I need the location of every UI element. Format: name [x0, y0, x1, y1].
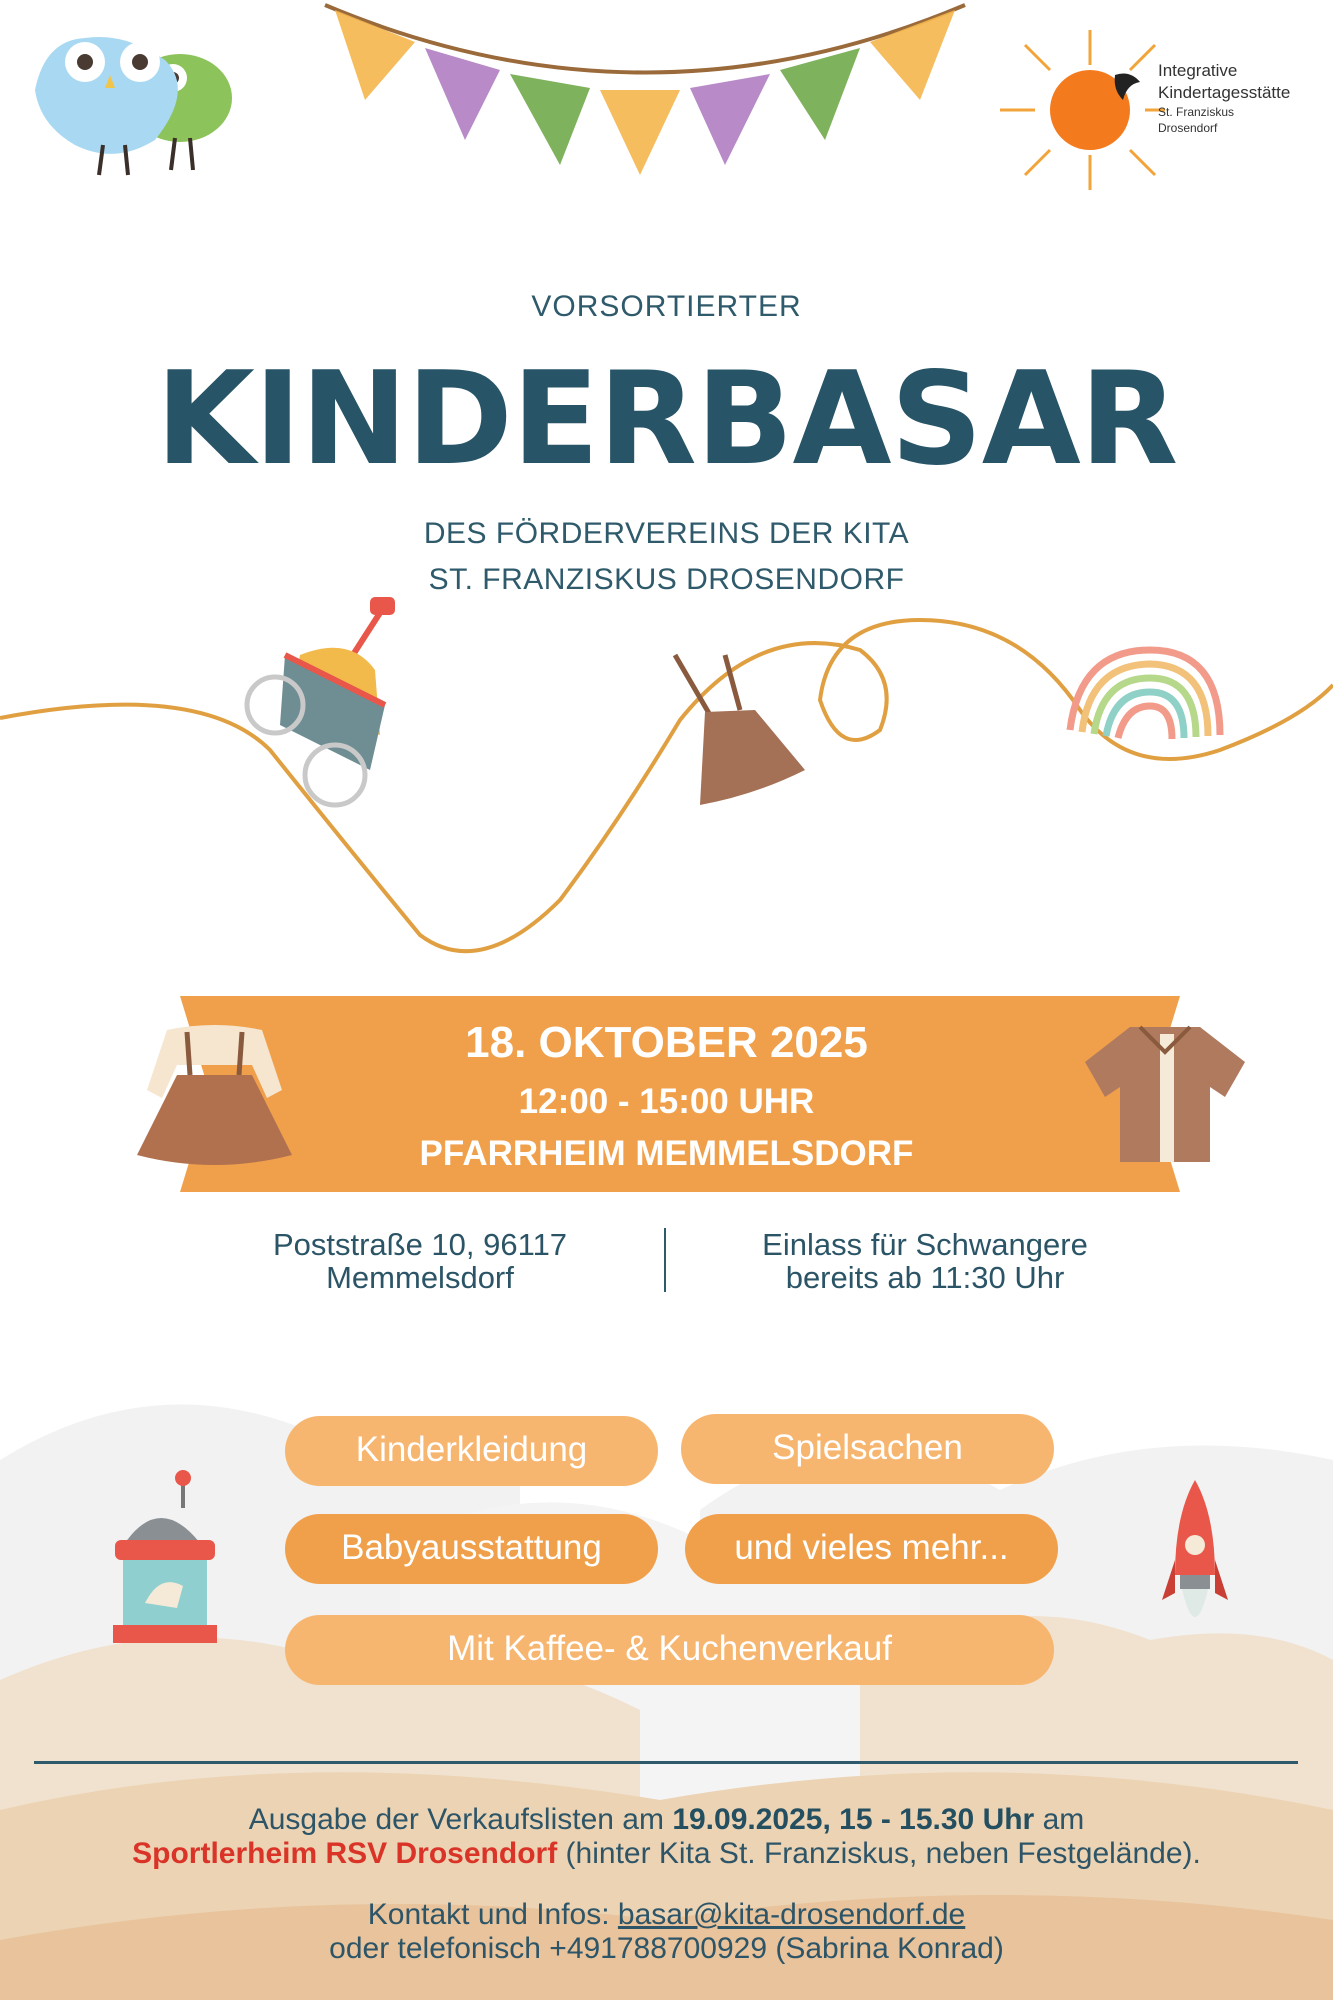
- slinky-toy-icon: [1060, 640, 1230, 760]
- kita-sun-logo-icon: [995, 20, 1165, 195]
- page-title: KINDERBASAR: [155, 345, 1178, 494]
- event-time: 12:00 - 15:00 UHR: [518, 1082, 815, 1121]
- venue-note: (hinter Kita St. Franziskus, neben Festgelände).: [557, 1837, 1201, 1870]
- pregnant-entry-note: [690, 1228, 1160, 1294]
- logo-line-1: Integrative: [1158, 61, 1238, 80]
- contact-line-1: [20, 1898, 1313, 1932]
- lists-date: 19.09.2025, 15 - 15.30 Uhr: [672, 1803, 1035, 1836]
- owls-illustration: [25, 20, 265, 190]
- carousel-music-box-icon: [105, 1468, 220, 1648]
- rocket-icon: [1160, 1475, 1230, 1655]
- toy-wagon-icon: [240, 595, 400, 810]
- dress-icon: [132, 1020, 297, 1170]
- pill-und-vieles-mehr: und vieles mehr...: [685, 1514, 1058, 1584]
- bunting-garland: [320, 0, 970, 190]
- contact-info: [20, 1898, 1313, 1966]
- lists-pre-text: Ausgabe der Verkaufslisten am: [248, 1803, 673, 1836]
- shirt-icon: [1080, 1022, 1250, 1167]
- logo-line-3: St. Franziskus: [1158, 105, 1235, 119]
- pill-kaffee-kuchen: Mit Kaffee- & Kuchenverkauf: [285, 1615, 1054, 1685]
- subtitle-line-1: DES FÖRDERVEREINS DER KITA: [423, 517, 910, 550]
- address-divider: [664, 1228, 666, 1292]
- venue-name: Sportlerheim RSV Drosendorf: [132, 1837, 558, 1870]
- logo-line-2: Kindertagesstätte: [1158, 83, 1291, 102]
- address-line-1: Poststraße 10, 96117: [272, 1227, 568, 1262]
- sales-lists-line-1: [20, 1803, 1313, 1837]
- note-line-1: Einlass für Schwangere: [762, 1227, 1088, 1262]
- skirt-with-straps-icon: [665, 650, 805, 810]
- pill-kinderkleidung: Kinderkleidung: [285, 1416, 658, 1486]
- pre-title: VORSORTIERTER: [531, 290, 802, 323]
- event-place: PFARRHEIM MEMMELSDORF: [419, 1134, 914, 1173]
- logo-line-4: Drosendorf: [1158, 121, 1218, 135]
- lists-post-text: am: [1034, 1803, 1085, 1836]
- contact-email-link[interactable]: basar@kita-drosendorf.de: [617, 1898, 966, 1931]
- pill-babyausstattung: Babyausstattung: [285, 1514, 658, 1584]
- blue-owl-icon: [35, 37, 178, 175]
- venue-address: [190, 1228, 650, 1294]
- address-line-2: Memmelsdorf: [326, 1260, 514, 1295]
- contact-pre-text: Kontakt und Infos:: [367, 1898, 618, 1931]
- kita-logo-text: [1158, 60, 1290, 136]
- sales-lists-line-2: [20, 1837, 1313, 1871]
- footer-divider: [34, 1761, 1298, 1764]
- note-line-2: bereits ab 11:30 Uhr: [785, 1260, 1065, 1295]
- event-date: 18. OKTOBER 2025: [465, 1018, 868, 1067]
- subtitle-line-2: ST. FRANZISKUS DROSENDORF: [428, 563, 905, 596]
- contact-phone-line: oder telefonisch +491788700929 (Sabrina Konrad): [329, 1932, 1004, 1965]
- pill-spielsachen: Spielsachen: [681, 1414, 1054, 1484]
- sales-lists-info: [20, 1803, 1313, 1871]
